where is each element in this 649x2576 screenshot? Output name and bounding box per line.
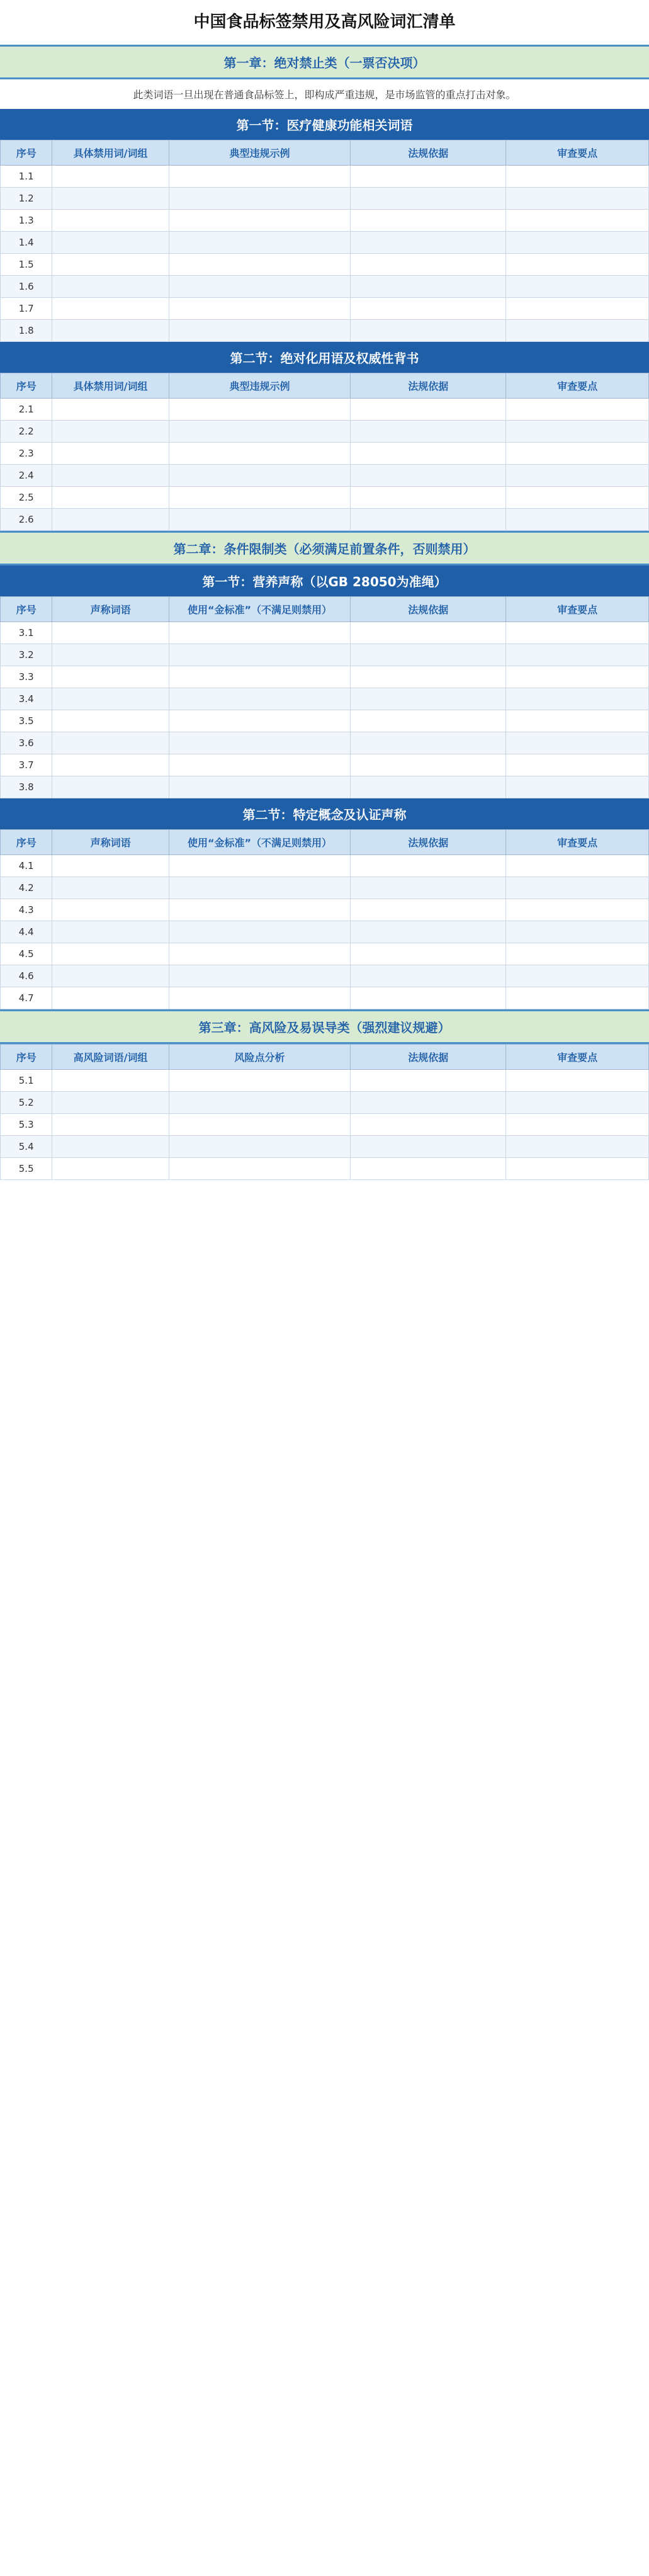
row-basis xyxy=(351,855,506,877)
table-header-row xyxy=(1,140,649,166)
row-example xyxy=(169,622,350,644)
column-header: 高风险词语/词组 xyxy=(52,1045,169,1070)
row-number: 3.6 xyxy=(1,732,52,754)
row-example xyxy=(169,732,350,754)
row-basis xyxy=(351,254,506,276)
row-example xyxy=(169,254,350,276)
column-header: 审查要点 xyxy=(506,830,649,855)
row-basis xyxy=(351,509,506,531)
table-row xyxy=(1,421,649,443)
row-example xyxy=(169,987,350,1009)
row-example xyxy=(169,487,350,509)
row-term xyxy=(52,877,169,899)
row-term xyxy=(52,1136,169,1158)
table-row xyxy=(1,644,649,666)
row-example xyxy=(169,320,350,342)
row-example xyxy=(169,899,350,921)
chapter-title: 第一章：绝对禁止类（一票否决项） xyxy=(0,45,649,79)
row-example xyxy=(169,443,350,465)
row-review-point xyxy=(506,1114,649,1136)
table-row xyxy=(1,754,649,776)
row-review-point xyxy=(506,276,649,298)
row-basis xyxy=(351,210,506,232)
row-number: 5.2 xyxy=(1,1092,52,1114)
row-basis xyxy=(351,987,506,1009)
row-example xyxy=(169,943,350,965)
row-review-point xyxy=(506,443,649,465)
table-row xyxy=(1,732,649,754)
table-row xyxy=(1,232,649,254)
table-row xyxy=(1,943,649,965)
row-number: 4.5 xyxy=(1,943,52,965)
row-number: 3.5 xyxy=(1,710,52,732)
row-number: 1.8 xyxy=(1,320,52,342)
row-basis xyxy=(351,666,506,688)
row-example xyxy=(169,166,350,188)
row-example xyxy=(169,688,350,710)
row-basis xyxy=(351,166,506,188)
table-row xyxy=(1,254,649,276)
row-review-point xyxy=(506,1158,649,1180)
row-review-point xyxy=(506,776,649,798)
table-row xyxy=(1,166,649,188)
section-title: 第二节：绝对化用语及权威性背书 xyxy=(0,342,649,373)
table-row xyxy=(1,899,649,921)
row-number: 3.1 xyxy=(1,622,52,644)
table-row xyxy=(1,921,649,943)
row-term xyxy=(52,943,169,965)
row-term xyxy=(52,710,169,732)
row-review-point xyxy=(506,232,649,254)
row-term xyxy=(52,1114,169,1136)
column-header: 法规依据 xyxy=(351,1045,506,1070)
table-row xyxy=(1,776,649,798)
row-review-point xyxy=(506,320,649,342)
table-row xyxy=(1,399,649,421)
table-row xyxy=(1,1092,649,1114)
row-term xyxy=(52,776,169,798)
row-basis xyxy=(351,732,506,754)
table-row xyxy=(1,1114,649,1136)
column-header: 审查要点 xyxy=(506,597,649,622)
row-term xyxy=(52,276,169,298)
row-basis xyxy=(351,421,506,443)
column-header: 序号 xyxy=(1,597,52,622)
column-header: 声称词语 xyxy=(52,597,169,622)
document-title: 中国食品标签禁用及高风险词汇清单 xyxy=(193,13,456,31)
row-review-point xyxy=(506,710,649,732)
row-basis xyxy=(351,276,506,298)
row-number: 4.7 xyxy=(1,987,52,1009)
row-review-point xyxy=(506,1092,649,1114)
column-header: 具体禁用词/词组 xyxy=(52,140,169,166)
section-title: 第一节：营养声称（以GB 28050为准绳） xyxy=(0,565,649,596)
table-row xyxy=(1,688,649,710)
row-example xyxy=(169,298,350,320)
row-term xyxy=(52,465,169,487)
table-row xyxy=(1,666,649,688)
row-basis xyxy=(351,644,506,666)
row-term xyxy=(52,1070,169,1092)
section-table xyxy=(0,596,649,798)
row-example xyxy=(169,776,350,798)
row-number: 5.1 xyxy=(1,1070,52,1092)
row-example xyxy=(169,1092,350,1114)
row-review-point xyxy=(506,166,649,188)
row-example xyxy=(169,421,350,443)
row-review-point xyxy=(506,465,649,487)
row-review-point xyxy=(506,399,649,421)
row-example xyxy=(169,1136,350,1158)
row-number: 1.7 xyxy=(1,298,52,320)
row-term xyxy=(52,232,169,254)
row-number: 4.3 xyxy=(1,899,52,921)
row-basis xyxy=(351,1070,506,1092)
row-term xyxy=(52,210,169,232)
row-number: 3.8 xyxy=(1,776,52,798)
table-row xyxy=(1,710,649,732)
row-example xyxy=(169,754,350,776)
column-header: 具体禁用词/词组 xyxy=(52,373,169,399)
row-basis xyxy=(351,622,506,644)
table-row xyxy=(1,509,649,531)
row-term xyxy=(52,188,169,210)
row-review-point xyxy=(506,877,649,899)
row-review-point xyxy=(506,188,649,210)
row-term xyxy=(52,666,169,688)
row-example xyxy=(169,1114,350,1136)
row-review-point xyxy=(506,899,649,921)
table-row xyxy=(1,965,649,987)
chapter-title: 第二章：条件限制类（必须满足前置条件，否则禁用） xyxy=(0,531,649,565)
row-example xyxy=(169,232,350,254)
document-intro xyxy=(0,36,649,45)
section-table xyxy=(0,140,649,342)
column-header: 审查要点 xyxy=(506,373,649,399)
row-review-point xyxy=(506,666,649,688)
row-review-point xyxy=(506,1070,649,1092)
row-example xyxy=(169,188,350,210)
section-table xyxy=(0,829,649,1009)
table-row xyxy=(1,1158,649,1180)
column-header: 序号 xyxy=(1,830,52,855)
row-number: 1.4 xyxy=(1,232,52,254)
row-term xyxy=(52,1158,169,1180)
row-example xyxy=(169,921,350,943)
row-review-point xyxy=(506,688,649,710)
table-row xyxy=(1,320,649,342)
row-review-point xyxy=(506,1136,649,1158)
row-basis xyxy=(351,1114,506,1136)
column-header: 法规依据 xyxy=(351,830,506,855)
row-review-point xyxy=(506,210,649,232)
row-example xyxy=(169,1158,350,1180)
row-example xyxy=(169,399,350,421)
row-review-point xyxy=(506,965,649,987)
row-term xyxy=(52,298,169,320)
row-review-point xyxy=(506,644,649,666)
row-basis xyxy=(351,688,506,710)
row-review-point xyxy=(506,254,649,276)
row-number: 5.5 xyxy=(1,1158,52,1180)
row-number: 2.6 xyxy=(1,509,52,531)
row-term xyxy=(52,644,169,666)
row-review-point xyxy=(506,754,649,776)
row-basis xyxy=(351,710,506,732)
row-term xyxy=(52,166,169,188)
column-header: 法规依据 xyxy=(351,597,506,622)
table-row xyxy=(1,1136,649,1158)
chapter-title: 第三章：高风险及易误导类（强烈建议规避） xyxy=(0,1009,649,1044)
row-basis xyxy=(351,1092,506,1114)
row-example xyxy=(169,855,350,877)
table-row xyxy=(1,987,649,1009)
row-review-point xyxy=(506,622,649,644)
row-term xyxy=(52,254,169,276)
table-header-row xyxy=(1,597,649,622)
table-row xyxy=(1,877,649,899)
row-basis xyxy=(351,776,506,798)
row-number: 2.2 xyxy=(1,421,52,443)
row-basis xyxy=(351,298,506,320)
row-review-point xyxy=(506,298,649,320)
row-number: 2.1 xyxy=(1,399,52,421)
row-term xyxy=(52,965,169,987)
row-example xyxy=(169,509,350,531)
column-header: 审查要点 xyxy=(506,140,649,166)
row-review-point xyxy=(506,421,649,443)
row-example xyxy=(169,666,350,688)
row-review-point xyxy=(506,943,649,965)
table-row xyxy=(1,188,649,210)
row-basis xyxy=(351,320,506,342)
row-example xyxy=(169,965,350,987)
table-row xyxy=(1,1070,649,1092)
column-header: 法规依据 xyxy=(351,373,506,399)
column-header: 典型违规示例 xyxy=(169,373,350,399)
column-header: 审查要点 xyxy=(506,1045,649,1070)
row-term xyxy=(52,921,169,943)
column-header: 声称词语 xyxy=(52,830,169,855)
row-example xyxy=(169,1070,350,1092)
row-example xyxy=(169,210,350,232)
row-review-point xyxy=(506,987,649,1009)
row-term xyxy=(52,421,169,443)
row-basis xyxy=(351,921,506,943)
row-number: 4.2 xyxy=(1,877,52,899)
row-number: 1.1 xyxy=(1,166,52,188)
column-header: 序号 xyxy=(1,1045,52,1070)
row-basis xyxy=(351,899,506,921)
column-header: 序号 xyxy=(1,140,52,166)
table-row xyxy=(1,443,649,465)
row-basis xyxy=(351,877,506,899)
row-number: 4.4 xyxy=(1,921,52,943)
row-basis xyxy=(351,399,506,421)
row-term xyxy=(52,509,169,531)
row-review-point xyxy=(506,509,649,531)
row-basis xyxy=(351,1136,506,1158)
row-example xyxy=(169,644,350,666)
table-row xyxy=(1,298,649,320)
section-table xyxy=(0,1044,649,1180)
table-row xyxy=(1,465,649,487)
row-term xyxy=(52,732,169,754)
row-basis xyxy=(351,465,506,487)
row-number: 4.1 xyxy=(1,855,52,877)
row-number: 1.5 xyxy=(1,254,52,276)
row-term xyxy=(52,1092,169,1114)
row-number: 5.3 xyxy=(1,1114,52,1136)
row-term xyxy=(52,399,169,421)
row-term xyxy=(52,320,169,342)
row-number: 2.3 xyxy=(1,443,52,465)
row-number: 5.4 xyxy=(1,1136,52,1158)
row-term xyxy=(52,688,169,710)
row-basis xyxy=(351,943,506,965)
row-number: 1.3 xyxy=(1,210,52,232)
row-example xyxy=(169,877,350,899)
table-row xyxy=(1,210,649,232)
row-basis xyxy=(351,1158,506,1180)
table-header-row xyxy=(1,373,649,399)
row-basis xyxy=(351,487,506,509)
row-basis xyxy=(351,232,506,254)
row-example xyxy=(169,710,350,732)
row-basis xyxy=(351,188,506,210)
row-review-point xyxy=(506,921,649,943)
table-row xyxy=(1,487,649,509)
row-term xyxy=(52,487,169,509)
row-number: 2.4 xyxy=(1,465,52,487)
column-header: 序号 xyxy=(1,373,52,399)
row-basis xyxy=(351,443,506,465)
table-header-row xyxy=(1,830,649,855)
row-number: 3.4 xyxy=(1,688,52,710)
row-term xyxy=(52,754,169,776)
table-row xyxy=(1,622,649,644)
row-basis xyxy=(351,754,506,776)
column-header: 典型违规示例 xyxy=(169,140,350,166)
chapters-container xyxy=(0,45,649,1180)
row-number: 1.6 xyxy=(1,276,52,298)
row-example xyxy=(169,276,350,298)
row-number: 3.3 xyxy=(1,666,52,688)
row-term xyxy=(52,855,169,877)
row-review-point xyxy=(506,855,649,877)
section-title: 第二节：特定概念及认证声称 xyxy=(0,798,649,829)
row-review-point xyxy=(506,732,649,754)
row-number: 3.2 xyxy=(1,644,52,666)
column-header: 风险点分析 xyxy=(169,1045,350,1070)
row-basis xyxy=(351,965,506,987)
table-row xyxy=(1,276,649,298)
column-header: 法规依据 xyxy=(351,140,506,166)
section-table xyxy=(0,373,649,531)
row-term xyxy=(52,622,169,644)
row-review-point xyxy=(506,487,649,509)
row-number: 3.7 xyxy=(1,754,52,776)
section-title: 第一节：医疗健康功能相关词语 xyxy=(0,109,649,140)
table-header-row xyxy=(1,1045,649,1070)
chapter-note: 此类词语一旦出现在普通食品标签上，即构成严重违规，是市场监管的重点打击对象。 xyxy=(133,89,516,101)
row-term xyxy=(52,987,169,1009)
column-header: 使用“金标准”（不满足则禁用） xyxy=(169,830,350,855)
table-row xyxy=(1,855,649,877)
column-header: 使用“金标准”（不满足则禁用） xyxy=(169,597,350,622)
row-term xyxy=(52,899,169,921)
row-number: 1.2 xyxy=(1,188,52,210)
row-number: 2.5 xyxy=(1,487,52,509)
row-example xyxy=(169,465,350,487)
row-term xyxy=(52,443,169,465)
row-number: 4.6 xyxy=(1,965,52,987)
